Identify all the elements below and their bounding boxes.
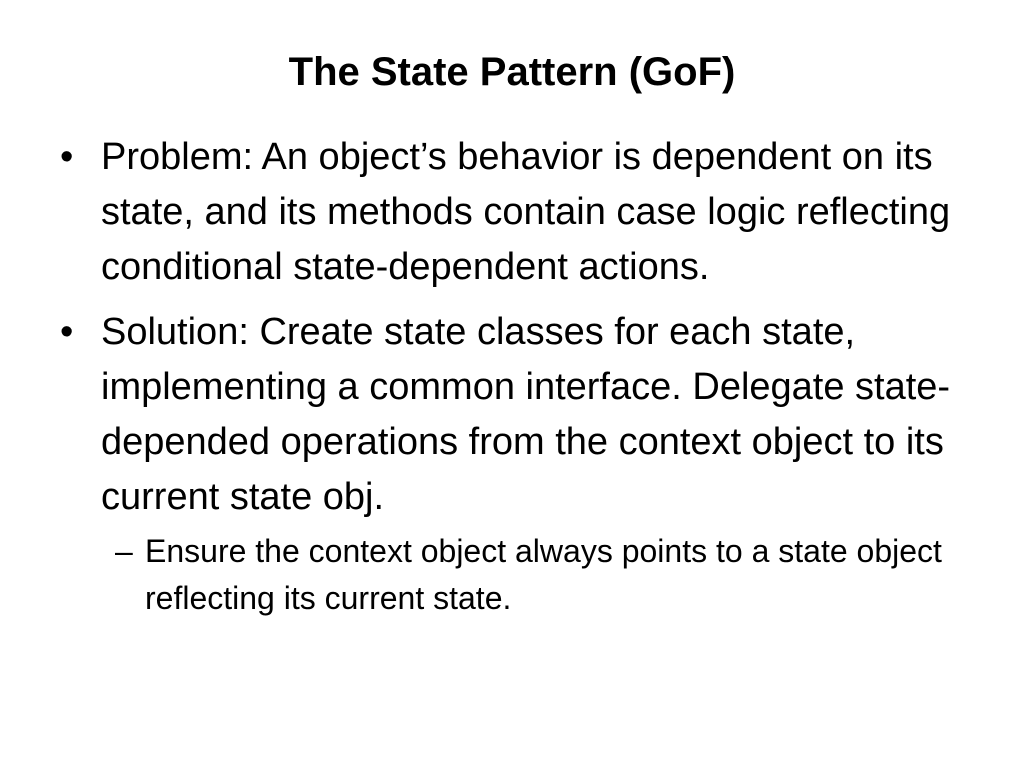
bullet-marker: • (60, 311, 74, 353)
slide-title: The State Pattern (GoF) (288, 50, 736, 94)
bullet-marker: • (60, 136, 74, 178)
bullet-problem (60, 130, 960, 295)
bullet-list (60, 130, 960, 632)
bullet-text: Solution: Create state classes for each state, implementing a common interface. Delegate state-depended operations from the context object to its current state obj. (101, 311, 951, 518)
sub-bullet-text: Ensure the context object always points to a state object reflecting its current state. (145, 533, 942, 616)
sub-bullet-marker: – (115, 533, 133, 569)
sub-bullet-list (60, 528, 960, 622)
bullet-text: Problem: An object’s behavior is dependent on its state, and its methods contain case logic reflecting conditional state-dependent actions. (101, 136, 951, 288)
sub-bullet-ensure (60, 528, 960, 622)
bullet-solution (60, 305, 960, 622)
